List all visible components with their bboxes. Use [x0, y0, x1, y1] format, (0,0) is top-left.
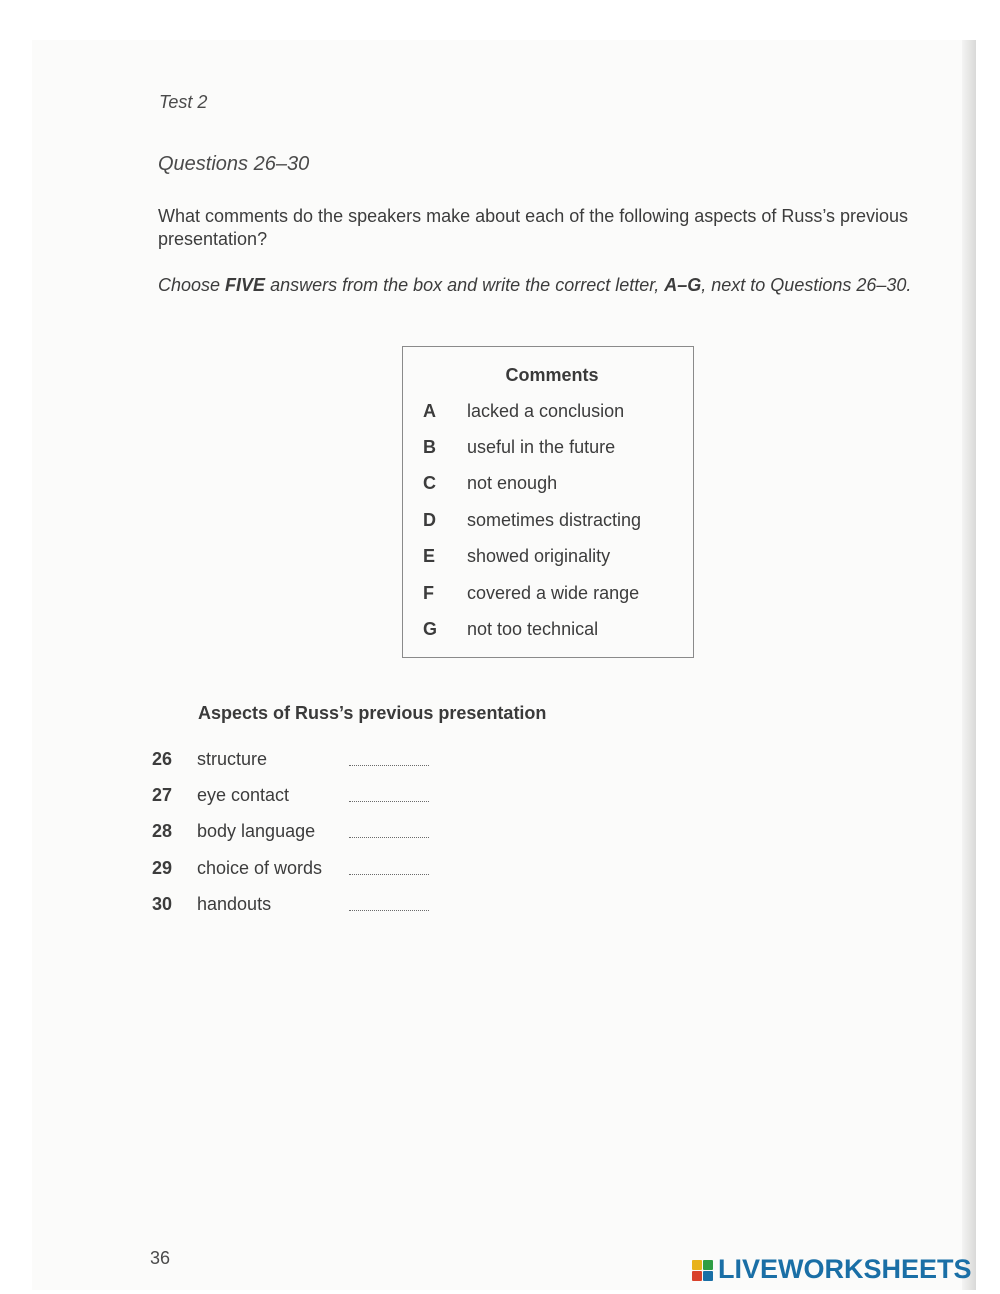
question-number: 27 [152, 785, 173, 805]
page-edge-shadow [962, 40, 976, 1290]
liveworksheets-logo-icon [692, 1260, 714, 1282]
option-letter: B [423, 437, 436, 457]
option-text: showed originality [467, 546, 611, 566]
comment-option-g [403, 619, 693, 649]
comments-title: Comments [505, 365, 599, 385]
option-letter: E [423, 546, 436, 566]
question-row-30 [152, 894, 452, 920]
option-letter: F [423, 583, 434, 603]
question-label: eye contact [197, 785, 290, 805]
option-text: useful in the future [467, 437, 616, 457]
instruction-text: Choose FIVE answers from the box and write the correct letter, A–G, next to Questions 26–30. [158, 275, 912, 295]
question-label: body language [197, 821, 316, 841]
question-label: choice of words [197, 858, 323, 878]
liveworksheets-brand: LIVEWORKSHEETS [718, 1254, 972, 1284]
answer-blank[interactable] [349, 801, 429, 802]
question-row-28 [152, 821, 452, 847]
test-label: Test 2 [159, 92, 208, 112]
question-label: structure [197, 749, 268, 769]
aspects-title: Aspects of Russ’s previous presentation [198, 703, 547, 723]
option-letter: D [423, 510, 436, 530]
question-label: handouts [197, 894, 272, 914]
option-text: not too technical [467, 619, 599, 639]
question-row-27 [152, 785, 452, 811]
option-letter: C [423, 473, 436, 493]
answer-blank[interactable] [349, 837, 429, 838]
answer-blank[interactable] [349, 874, 429, 875]
comments-box [402, 346, 694, 658]
comment-option-d [403, 510, 693, 540]
question-row-26 [152, 749, 452, 775]
question-text: What comments do the speakers make about each of the following aspects of Russ’s previous presentation? [158, 206, 909, 249]
question-number: 29 [152, 858, 173, 878]
option-text: sometimes distracting [467, 510, 642, 530]
comment-option-e [403, 546, 693, 576]
option-text: not enough [467, 473, 558, 493]
answer-blank[interactable] [349, 910, 429, 911]
page-number: 36 [150, 1248, 171, 1268]
comment-option-f [403, 583, 693, 613]
answer-blank[interactable] [349, 765, 429, 766]
section-title: Questions 26–30 [158, 153, 310, 175]
question-number: 30 [152, 894, 173, 914]
comment-option-a [403, 401, 693, 431]
comment-option-c [403, 473, 693, 503]
option-text: covered a wide range [467, 583, 640, 603]
option-letter: G [423, 619, 438, 639]
comment-option-b [403, 437, 693, 467]
question-number: 26 [152, 749, 173, 769]
question-number: 28 [152, 821, 173, 841]
option-text: lacked a conclusion [467, 401, 625, 421]
option-letter: A [423, 401, 436, 421]
question-row-29 [152, 858, 452, 884]
